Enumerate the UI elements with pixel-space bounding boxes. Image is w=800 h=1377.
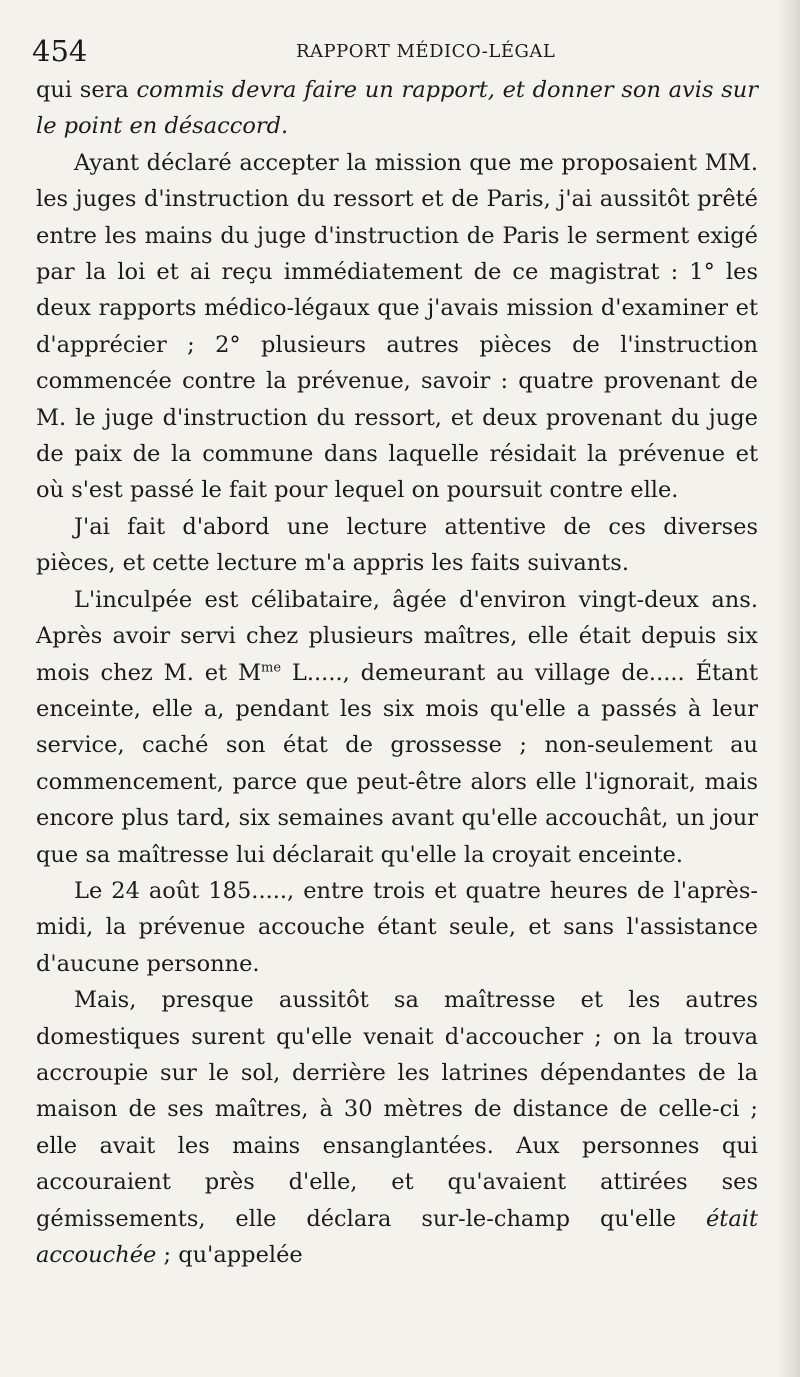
paragraph-6-italic: était accouchée bbox=[36, 1205, 758, 1268]
body-text bbox=[36, 72, 758, 1273]
running-title: RAPPORT MÉDICO-LÉGAL bbox=[296, 41, 556, 62]
paragraph-4-part-a: L'inculpée est célibataire, âgée d'environ vingt-deux ans. Après avoir servi chez plusieurs maîtres, elle était depuis six mois chez M. et M bbox=[36, 586, 758, 686]
page-number: 454 bbox=[32, 34, 88, 68]
paragraph-1-italic: commis devra faire un rapport, et donner son avis sur le point en désaccord. bbox=[36, 77, 758, 140]
paragraph-1 bbox=[36, 72, 758, 145]
paragraph-4-part-b: L....., demeurant au village de..... Étant enceinte, elle a, pendant les six mois qu'elle a passés à leur service, caché son état de grossesse ; non-seulement au commencement, parce que peut-être alors elle l'ignorait, mais encore plus tard, six semaines avant qu'elle accouchât, un jour que sa maîtresse lui déclarait qu'elle la croyait enceinte. bbox=[36, 659, 758, 868]
paragraph-6-part-a: Mais, presque aussitôt sa maîtresse et les autres domestiques surent qu'elle venait d'accoucher ; on la trouva accroupie sur le sol, derrière les latrines dépendantes de la maison de ses maîtres, à 30 mètres de distance de celle-ci ; elle avait les mains ensanglantées. Aux personnes qui accouraient près d'elle, et qu'avaient attirées ses gémissements, elle déclara sur-le-champ qu'elle bbox=[36, 987, 758, 1232]
paragraph-4 bbox=[36, 582, 758, 873]
paragraph-2: Ayant déclaré accepter la mission que me proposaient MM. les juges d'instruction du ressort et de Paris, j'ai aussitôt prêté entre les mains du juge d'instruction de Paris le serment exigé par la loi et ai reçu immédiatement de ce magistrat : 1° les deux rapports médico-légaux que j'avais mission d'examiner et d'apprécier ; 2° plusieurs autres pièces de l'instruction commencée contre la prévenue, savoir : quatre provenant de M. le juge d'instruction du ressort, et deux provenant du juge de paix de la commune dans laquelle résidait la prévenue et où s'est passé le fait pour lequel on poursuit contre elle. bbox=[36, 149, 758, 504]
paragraph-1-roman: qui sera bbox=[36, 77, 137, 103]
page-header bbox=[32, 34, 764, 74]
paragraph-4-superscript: me bbox=[261, 660, 282, 675]
paragraph-3: J'ai fait d'abord une lecture attentive de ces diverses pièces, et cette lecture m'a appris les faits suivants. bbox=[36, 513, 758, 577]
paragraph-5: Le 24 août 185....., entre trois et quatre heures de l'après-midi, la prévenue accouche étant seule, et sans l'assistance d'aucune personne. bbox=[36, 877, 758, 977]
paragraph-6 bbox=[36, 982, 758, 1273]
paragraph-6-part-b: ; qu'appelée bbox=[156, 1242, 303, 1268]
page-edge-shadow bbox=[778, 0, 800, 1377]
